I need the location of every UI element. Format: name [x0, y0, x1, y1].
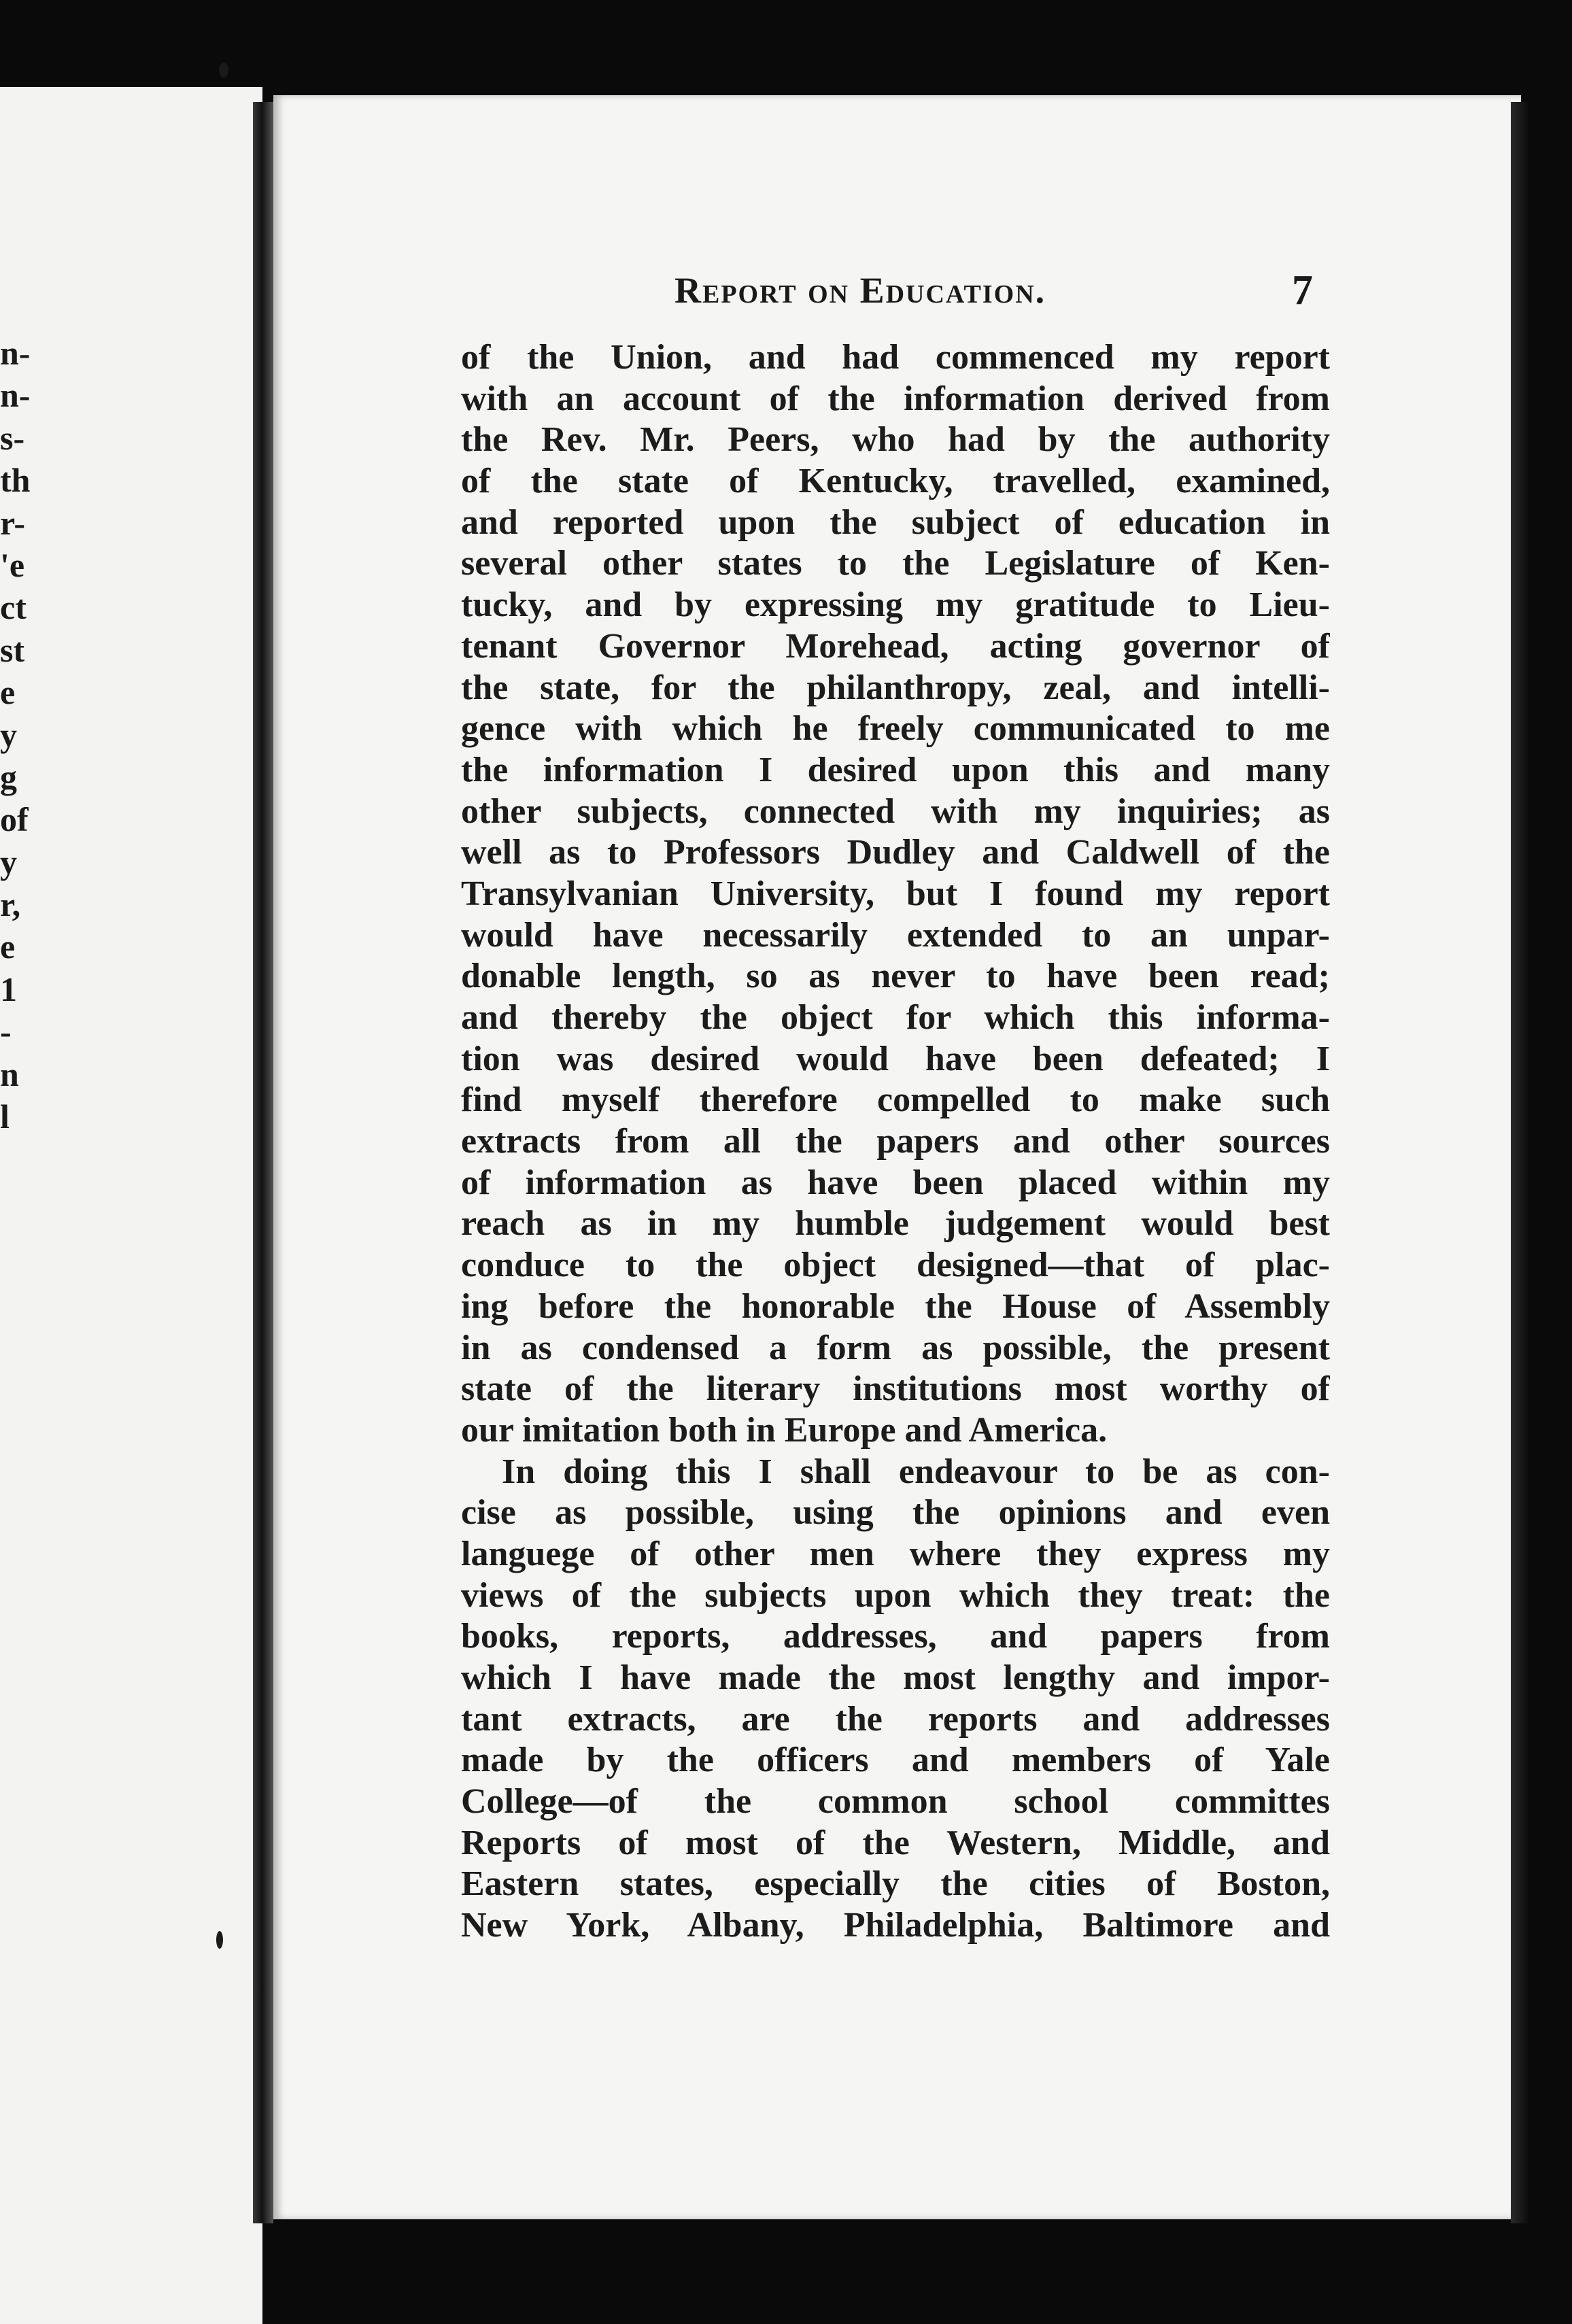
margin-fragment: -: [0, 1012, 12, 1051]
text-line: of information as have been placed within my: [461, 1163, 1330, 1202]
text-line: the state, for the philanthropy, zeal, and intelli-: [461, 668, 1330, 707]
text-line: find myself therefore compelled to make such: [461, 1080, 1330, 1120]
text-line: conduce to the object designed—that of plac-: [461, 1246, 1330, 1285]
page-number: 7: [1292, 267, 1313, 313]
margin-fragment: 1: [0, 970, 17, 1008]
text-line: tenant Governor Morehead, acting governor of: [461, 626, 1330, 666]
text-line: In doing this I shall endeavour to be as con-: [502, 1452, 1330, 1491]
text-line: of the Union, and had commenced my report: [461, 338, 1330, 377]
margin-fragment: e: [0, 927, 16, 966]
text-line: College—of the common school committes: [461, 1782, 1330, 1822]
margin-fragment: r,: [0, 885, 21, 924]
text-line: of the state of Kentucky, travelled, examined,: [461, 462, 1330, 501]
text-line: the information I desired upon this and many: [461, 750, 1330, 789]
text-line: Eastern states, especially the cities of Boston,: [461, 1864, 1330, 1904]
text-line: tucky, and by expressing my gratitude to Lieu-: [461, 585, 1330, 625]
paragraph: [461, 337, 1330, 1452]
text-line: with an account of the information derived from: [461, 379, 1330, 418]
text-line: well as to Professors Dudley and Caldwell of the: [461, 833, 1330, 872]
text-line: Transylvanian University, but I found my report: [461, 874, 1330, 913]
running-head: Report on Education.: [674, 270, 1046, 311]
text-line: tant extracts, are the reports and addresses: [461, 1699, 1330, 1739]
ink-speck: [219, 63, 228, 78]
text-line: would have necessarily extended to an unpar-: [461, 915, 1330, 955]
text-line: tion was desired would have been defeated; I: [461, 1039, 1330, 1078]
paragraph: [461, 1452, 1330, 1947]
margin-fragment: n: [0, 1055, 19, 1093]
text-line: in as condensed a form as possible, the present: [461, 1328, 1330, 1367]
text-line: books, reports, addresses, and papers from: [461, 1617, 1330, 1656]
margin-fragment: st: [0, 630, 25, 669]
margin-fragment: g: [0, 757, 17, 796]
text-line: state of the literary institutions most worthy of: [461, 1369, 1330, 1409]
margin-fragment: th: [0, 461, 31, 500]
text-line: which I have made the most lengthy and impor-: [461, 1658, 1330, 1697]
page-body-text: [461, 337, 1330, 1947]
margin-fragment: of: [0, 800, 29, 839]
margin-fragment: y: [0, 715, 17, 754]
text-line: ing before the honorable the House of Assembly: [461, 1286, 1330, 1326]
text-line: the Rev. Mr. Peers, who had by the authority: [461, 420, 1330, 460]
previous-page: [0, 87, 262, 2324]
margin-fragment: 'e: [0, 545, 25, 584]
text-line: and thereby the object for which this informa-: [461, 998, 1330, 1037]
text-line: made by the officers and members of Yale: [461, 1741, 1330, 1780]
margin-fragment: s-: [0, 418, 25, 457]
text-line: Reports of most of the Western, Middle, and: [461, 1823, 1330, 1862]
text-line: views of the subjects upon which they treat: the: [461, 1575, 1330, 1615]
margin-fragment: e: [0, 673, 16, 712]
text-line: cise as possible, using the opinions and even: [461, 1493, 1330, 1533]
text-line: reach as in my humble judgement would best: [461, 1204, 1330, 1244]
page-edge: [1511, 102, 1528, 2223]
ink-speck: [216, 1931, 223, 1949]
previous-page-cut-text: [0, 332, 48, 1138]
margin-fragment: l: [0, 1097, 10, 1136]
text-line: gence with which he freely communicated to me: [461, 709, 1330, 749]
text-line: other subjects, connected with my inquiries; as: [461, 791, 1330, 831]
text-line: donable length, so as never to have been read;: [461, 957, 1330, 996]
margin-fragment: n-: [0, 334, 31, 372]
text-line: extracts from all the papers and other sources: [461, 1122, 1330, 1161]
margin-fragment: y: [0, 842, 17, 881]
margin-fragment: n-: [0, 376, 31, 415]
text-line: languege of other men where they express my: [461, 1534, 1330, 1573]
text-line: and reported upon the subject of education in: [461, 502, 1330, 542]
text-line: New York, Albany, Philadelphia, Baltimore and: [461, 1906, 1330, 1945]
book-gutter: [253, 102, 273, 2223]
margin-fragment: ct: [0, 588, 27, 627]
margin-fragment: r-: [0, 503, 25, 542]
text-line: our imitation both in Europe and America.: [461, 1410, 1108, 1450]
text-line: several other states to the Legislature of Ken-: [461, 544, 1330, 583]
